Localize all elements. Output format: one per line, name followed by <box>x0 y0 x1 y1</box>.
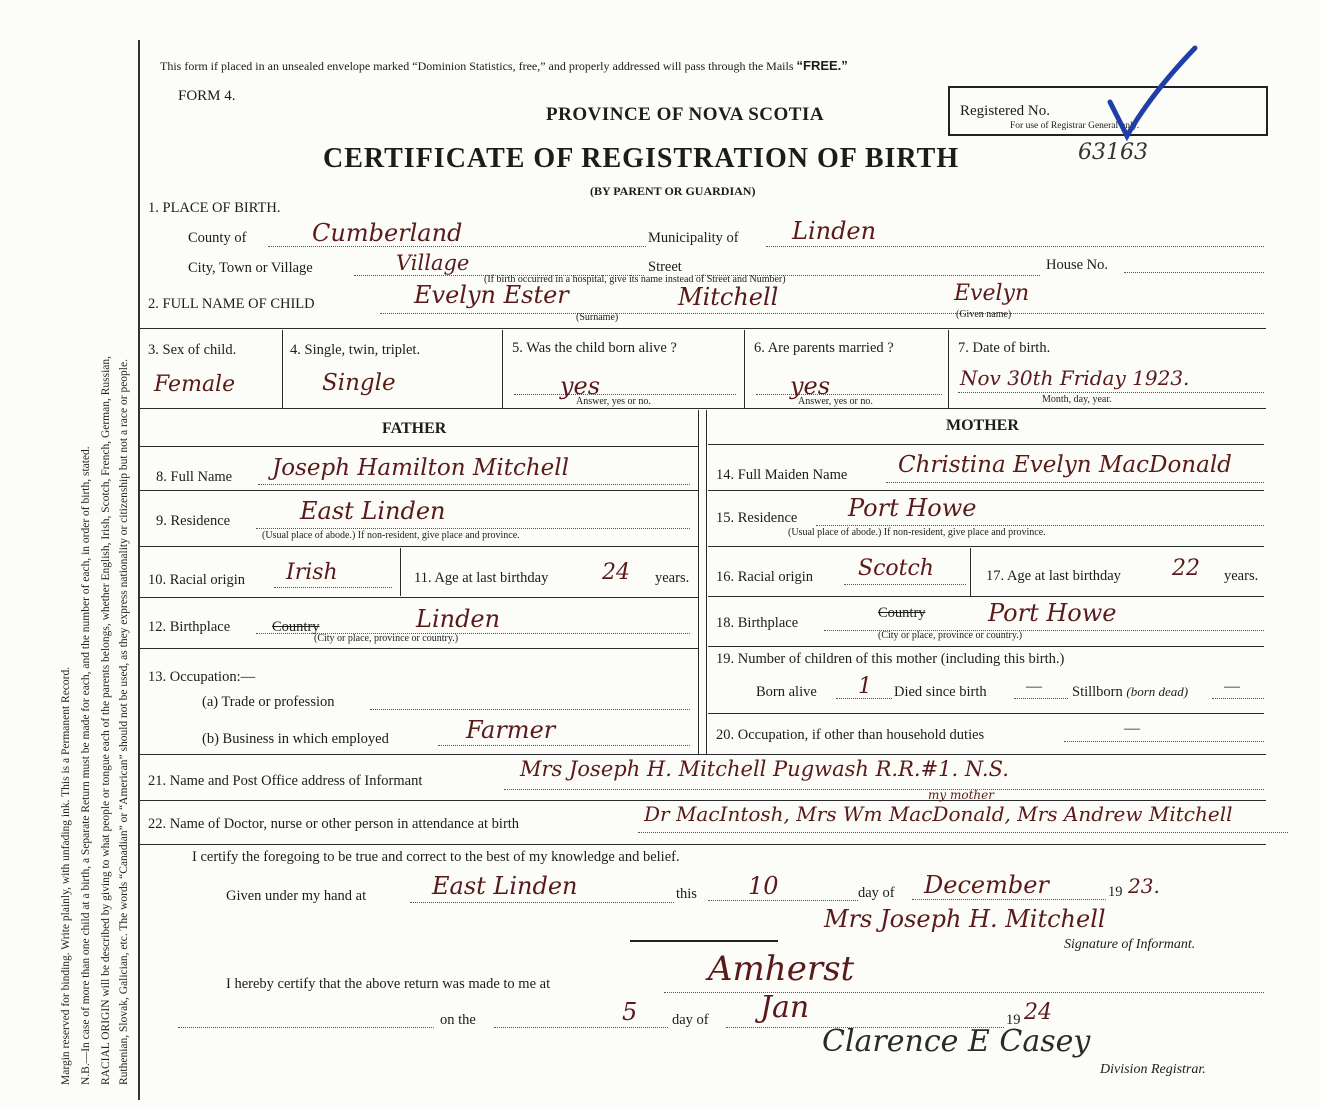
given-year-prefix: 19 <box>1108 884 1123 900</box>
street-label: Street <box>648 259 682 275</box>
child-given-value: Evelyn <box>954 281 1030 306</box>
birth-type-value: Single <box>322 370 396 396</box>
margin-note-1: Margin reserved for binding. Write plainly, with unfading ink. This is a Permanent Record. <box>60 666 72 1085</box>
father-name-value: Joseph Hamilton Mitchell <box>272 455 570 481</box>
mother-birthplace-value: Port Howe <box>988 599 1117 627</box>
father-residence-label: 9. Residence <box>156 513 231 529</box>
father-birthplace-value: Linden <box>416 605 501 633</box>
doctor-value: Dr MacIntosh, Mrs Wm MacDonald, Mrs Andrew Mitchell <box>644 802 1233 826</box>
born-alive-count-value: 1 <box>858 674 872 699</box>
born-alive-value: yes <box>560 372 601 400</box>
given-under-label: Given under my hand at <box>226 888 367 904</box>
father-residence-value: East Linden <box>300 497 446 525</box>
binding-margin-line <box>138 40 140 1100</box>
top-notice-free: “FREE.” <box>796 58 848 73</box>
informant-label: 21. Name and Post Office address of Informant <box>148 773 423 789</box>
died-since-birth-value: — <box>1026 678 1042 695</box>
checkmark-icon <box>1105 40 1205 150</box>
certificate-subtitle: (BY PARENT OR GUARDIAN) <box>590 184 756 198</box>
child-written-name: Evelyn Ester <box>414 281 569 309</box>
given-day-of-label: day of <box>858 885 895 901</box>
mother-race-value: Scotch <box>858 556 934 581</box>
business-label: (b) Business in which employed <box>202 731 389 747</box>
father-name-label: 8. Full Name <box>156 469 233 485</box>
date-of-birth-value: Nov 30th Friday 1923. <box>960 366 1190 390</box>
father-age-label: 11. Age at last birthday <box>414 570 549 586</box>
county-label: County of <box>188 230 247 246</box>
given-place-value: East Linden <box>432 872 578 900</box>
parents-married-value: yes <box>790 372 831 400</box>
informant-signature: Mrs Joseph H. Mitchell <box>824 905 1106 933</box>
registrar-month-value: Jan <box>760 990 810 1025</box>
mother-birthplace-struck: Country <box>878 605 926 621</box>
registrar-on-the-label: on the <box>440 1012 476 1028</box>
birth-type-label: 4. Single, twin, triplet. <box>290 342 421 358</box>
certificate-title: CERTIFICATE OF REGISTRATION OF BIRTH <box>323 143 960 174</box>
father-birthplace-struck: Country <box>272 619 320 635</box>
children-count-label: 19. Number of children of this mother (including this birth.) <box>716 651 1065 667</box>
sex-label: 3. Sex of child. <box>148 342 237 358</box>
father-residence-caption: (Usual place of abode.) If non-resident, give place and province. <box>262 530 520 541</box>
registered-number-label: Registered No. <box>960 103 1050 119</box>
informant-value: Mrs Joseph H. Mitchell Pugwash R.R.#1. N.S. <box>520 757 1009 781</box>
child-surname-value: Mitchell <box>678 283 779 311</box>
doctor-label: 22. Name of Doctor, nurse or other person in attendance at birth <box>148 816 520 832</box>
parents-married-label: 6. Are parents married ? <box>754 340 894 356</box>
mother-occupation-value: — <box>1124 720 1140 737</box>
city-label: City, Town or Village <box>188 260 313 276</box>
registrar-day-of-label: day of <box>672 1012 709 1028</box>
city-value: Village <box>396 251 470 275</box>
mother-residence-caption: (Usual place of abode.) If non-resident, give place and province. <box>788 527 1046 538</box>
father-race-label: 10. Racial origin <box>148 572 246 588</box>
given-month-value: December <box>924 871 1049 899</box>
died-since-birth-label: Died since birth <box>894 684 987 700</box>
date-of-birth-label: 7. Date of birth. <box>958 340 1051 356</box>
born-alive-label: 5. Was the child born alive ? <box>512 340 677 356</box>
registrar-place-value: Amherst <box>708 949 855 989</box>
stillborn-label: Stillborn <box>1072 684 1123 700</box>
registrar-day-value: 5 <box>622 998 638 1026</box>
surname-caption: (Surname) <box>576 312 619 323</box>
top-notice: This form if placed in an unsealed envelope marked “Dominion Statistics, free,” and properly addressed will pass through the Mails <box>160 59 794 73</box>
father-age-value: 24 <box>602 560 630 585</box>
registrar-year-prefix: 19 <box>1006 1012 1021 1028</box>
father-birthplace-label: 12. Birthplace <box>148 619 231 635</box>
registrar-year-value: 24 <box>1024 1000 1052 1025</box>
place-of-birth-heading: 1. PLACE OF BIRTH. <box>148 200 281 216</box>
trade-label: (a) Trade or profession <box>202 694 335 710</box>
mother-age-value: 22 <box>1172 556 1200 581</box>
father-heading: FATHER <box>382 420 447 437</box>
mother-birthplace-caption: (City or place, province or country.) <box>878 630 1023 641</box>
mother-birthplace-label: 18. Birthplace <box>716 615 799 631</box>
given-this-label: this <box>676 886 697 902</box>
father-race-value: Irish <box>286 560 338 585</box>
mother-race-label: 16. Racial origin <box>716 569 814 585</box>
registered-number-value: 63163 <box>1078 140 1148 165</box>
mother-heading: MOTHER <box>946 417 1019 434</box>
mother-occupation-label: 20. Occupation, if other than household duties <box>716 727 985 743</box>
born-alive-caption: Answer, yes or no. <box>576 396 651 407</box>
municipality-label: Municipality of <box>648 230 739 246</box>
mother-residence-label: 15. Residence <box>716 510 798 526</box>
given-year-value: 23. <box>1128 874 1160 898</box>
margin-note-4: Ruthenian, Slovak, Galician, etc. The words “Canadian” or “American” should not be used, as they express nationality or citizenship but not a race or people. <box>118 359 130 1085</box>
registrar-statement: I hereby certify that the above return was made to me at <box>226 976 551 992</box>
municipality-value: Linden <box>792 217 877 245</box>
certify-statement: I certify the foregoing to be true and correct to the best of my knowledge and belief. <box>192 849 680 865</box>
stillborn-value: — <box>1224 678 1240 695</box>
mother-residence-value: Port Howe <box>848 494 977 522</box>
margin-note-2: N.B.—In case of more than one child at a birth, a Separate Return must be made for each, and the number of each, in order of birth, stated. <box>80 446 92 1085</box>
form-number: FORM 4. <box>178 88 236 104</box>
registrar-signature-label: Division Registrar. <box>1100 1062 1206 1077</box>
registrar-use-note: For use of Registrar General only. <box>1010 121 1140 131</box>
given-day-value: 10 <box>748 872 779 900</box>
mother-age-years: years. <box>1224 568 1259 584</box>
business-value: Farmer <box>466 716 556 744</box>
county-value: Cumberland <box>312 219 463 247</box>
parents-married-caption: Answer, yes or no. <box>798 396 873 407</box>
margin-note-3: RACIAL ORIGIN will be described by giving to what people or tongue each of the parents belongs, whether English, Irish, Scotch, French, German, Russian, <box>100 355 112 1085</box>
given-name-caption: (Given name) <box>956 309 1012 320</box>
date-of-birth-caption: Month, day, year. <box>1042 394 1112 405</box>
informant-signature-label: Signature of Informant. <box>1064 937 1196 952</box>
born-alive-count-label: Born alive <box>756 684 817 700</box>
house-number-label: House No. <box>1046 257 1109 273</box>
sex-value: Female <box>154 372 236 397</box>
father-age-years: years. <box>655 570 690 586</box>
registrar-signature: Clarence E Casey <box>822 1024 1091 1059</box>
mother-name-label: 14. Full Maiden Name <box>716 467 848 483</box>
hospital-note: (If birth occurred in a hospital, give its name instead of Street and Number) <box>484 274 786 285</box>
mother-name-value: Christina Evelyn MacDonald <box>898 452 1232 478</box>
mother-age-label: 17. Age at last birthday <box>986 568 1121 584</box>
doctor-note: my mother <box>928 788 994 802</box>
child-name-label: 2. FULL NAME OF CHILD <box>148 296 315 312</box>
occupation-label: 13. Occupation:— <box>148 669 256 685</box>
province-heading: PROVINCE OF NOVA SCOTIA <box>546 104 825 125</box>
father-birthplace-caption: (City or place, province or country.) <box>314 633 459 644</box>
stillborn-note: (born dead) <box>1126 684 1189 699</box>
